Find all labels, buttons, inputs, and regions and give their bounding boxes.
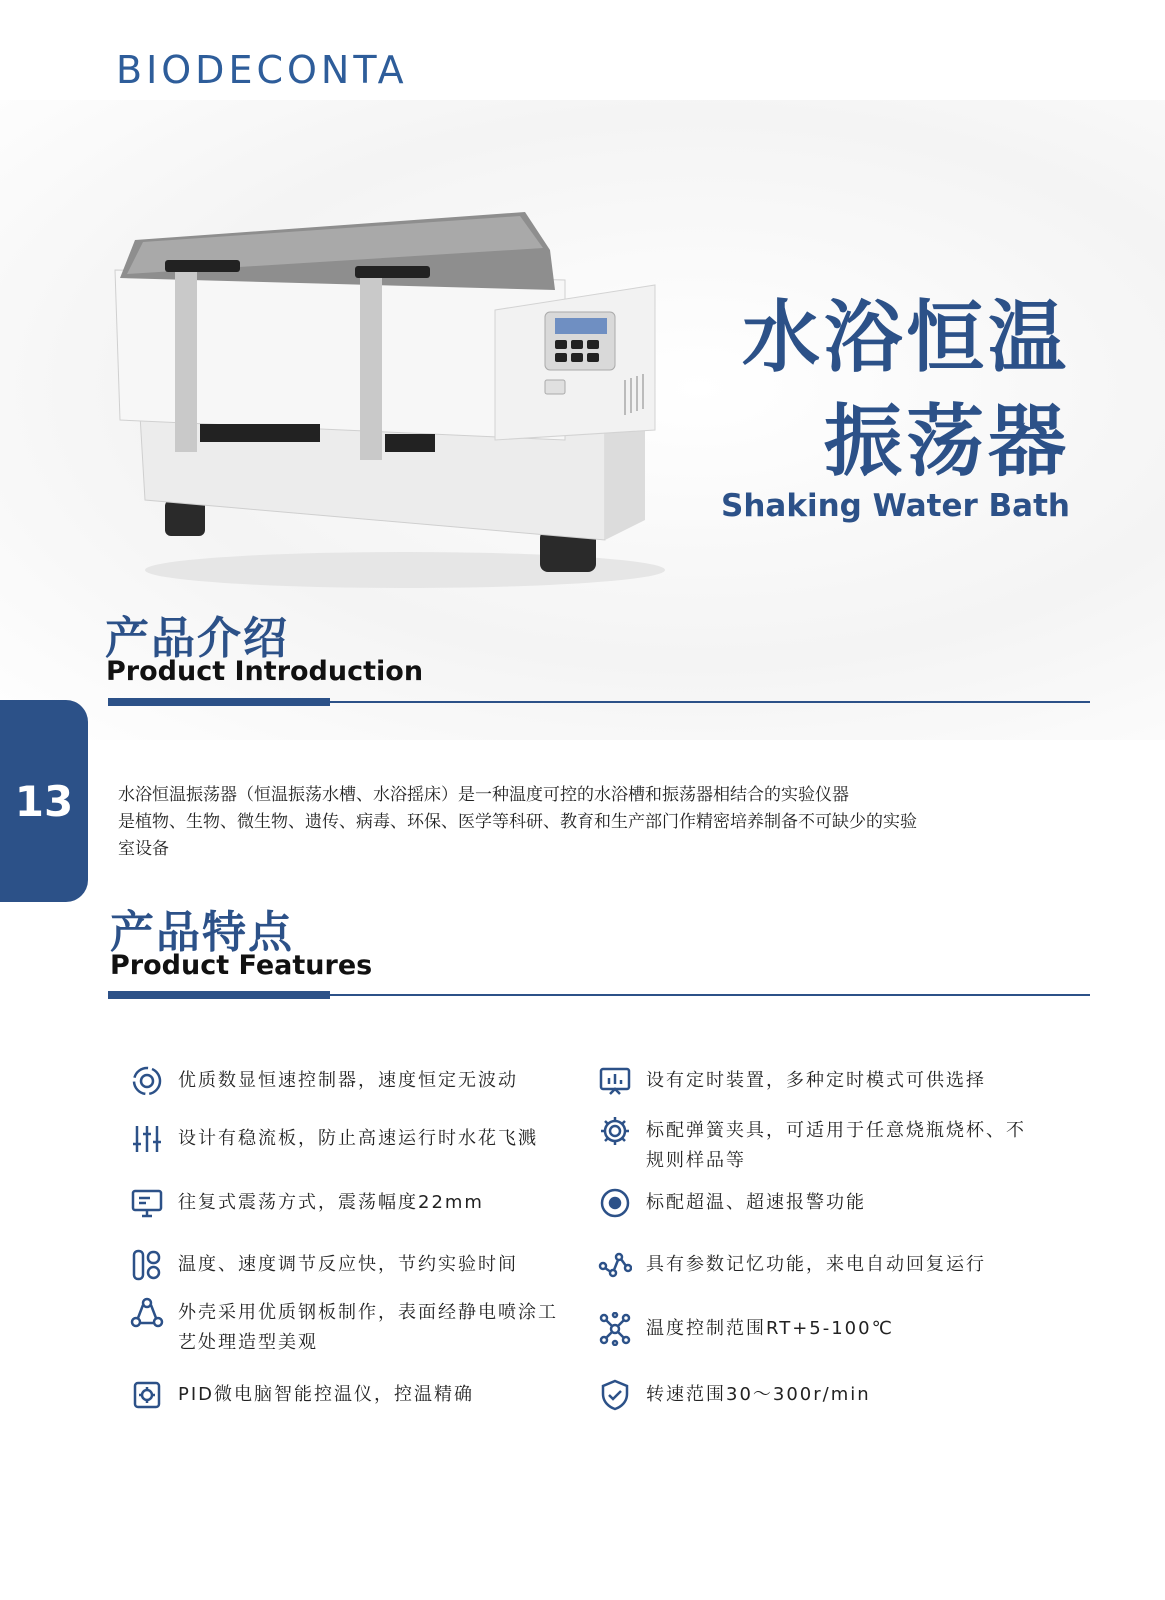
feature-item (130, 1124, 568, 1156)
feature-text: 转速范围30～300r/min (646, 1384, 871, 1405)
feature-text: 具有参数记忆功能，来电自动回复运行 (646, 1254, 986, 1275)
feature-item (598, 1116, 1036, 1176)
features-divider-accent (108, 991, 330, 999)
feature-item (130, 1250, 568, 1282)
feature-item (598, 1066, 1036, 1098)
feature-text: 标配弹簧夹具，可适用于任意烧瓶烧杯、不规则样品等 (646, 1120, 1026, 1171)
chip-icon (130, 1378, 164, 1412)
shield-check-icon (598, 1378, 632, 1412)
features-heading-en: Product Features (110, 950, 373, 981)
feature-text: 设有定时装置，多种定时模式可供选择 (646, 1070, 986, 1091)
feature-text: 设计有稳流板，防止高速运行时水花飞溅 (178, 1128, 538, 1149)
feature-text: 外壳采用优质钢板制作，表面经静电喷涂工艺处理造型美观 (178, 1302, 558, 1353)
feature-item (598, 1250, 1036, 1282)
product-title-zh-line1: 水浴恒温 (741, 293, 1070, 383)
shaking-water-bath-image (105, 200, 685, 590)
feature-text: 温度、速度调节反应快，节约实验时间 (178, 1254, 518, 1275)
intro-line-3: 室设备 (118, 839, 169, 859)
product-title-en: Shaking Water Bath (721, 488, 1070, 524)
product-title-zh-line2: 振荡器 (823, 397, 1070, 487)
feature-item (598, 1380, 1036, 1412)
monitor-icon (130, 1186, 164, 1220)
intro-divider-accent (108, 698, 330, 706)
feature-item (598, 1314, 1036, 1346)
apps-icon (130, 1248, 164, 1282)
page-number-tab: 13 (0, 700, 88, 902)
chart-screen-icon (598, 1064, 632, 1098)
feature-text: 温度控制范围RT+5-100℃ (646, 1318, 894, 1339)
feature-item (130, 1380, 568, 1412)
feature-text: 优质数显恒速控制器，速度恒定无波动 (178, 1070, 518, 1091)
molecule-icon (598, 1312, 632, 1346)
feature-text: PID微电脑智能控温仪，控温精确 (178, 1384, 475, 1405)
target-icon (130, 1064, 164, 1098)
intro-text (118, 782, 1058, 863)
intro-heading-zh: 产品介绍 (105, 613, 289, 664)
record-icon (598, 1186, 632, 1220)
features-heading-zh: 产品特点 (110, 907, 294, 958)
feature-item (130, 1298, 568, 1358)
network-icon (130, 1296, 164, 1330)
feature-text: 标配超温、超速报警功能 (646, 1192, 866, 1213)
brand-logo: BIODECONTA (116, 48, 408, 92)
sliders-icon (130, 1122, 164, 1156)
feature-text: 往复式震荡方式，震荡幅度22mm (178, 1192, 484, 1213)
feature-item (130, 1188, 568, 1220)
intro-heading-en: Product Introduction (106, 656, 424, 687)
intro-line-1: 水浴恒温振荡器（恒温振荡水槽、水浴摇床）是一种温度可控的水浴槽和振荡器相结合的实验仪器 (118, 785, 849, 805)
feature-item (598, 1188, 1036, 1220)
feature-item (130, 1066, 568, 1098)
intro-line-2: 是植物、生物、微生物、遗传、病毒、环保、医学等科研、教育和生产部门作精密培养制备不可缺少的实验 (118, 812, 917, 832)
gear-icon (598, 1114, 632, 1148)
connect-icon (598, 1248, 632, 1282)
product-title-zh (742, 286, 1070, 494)
